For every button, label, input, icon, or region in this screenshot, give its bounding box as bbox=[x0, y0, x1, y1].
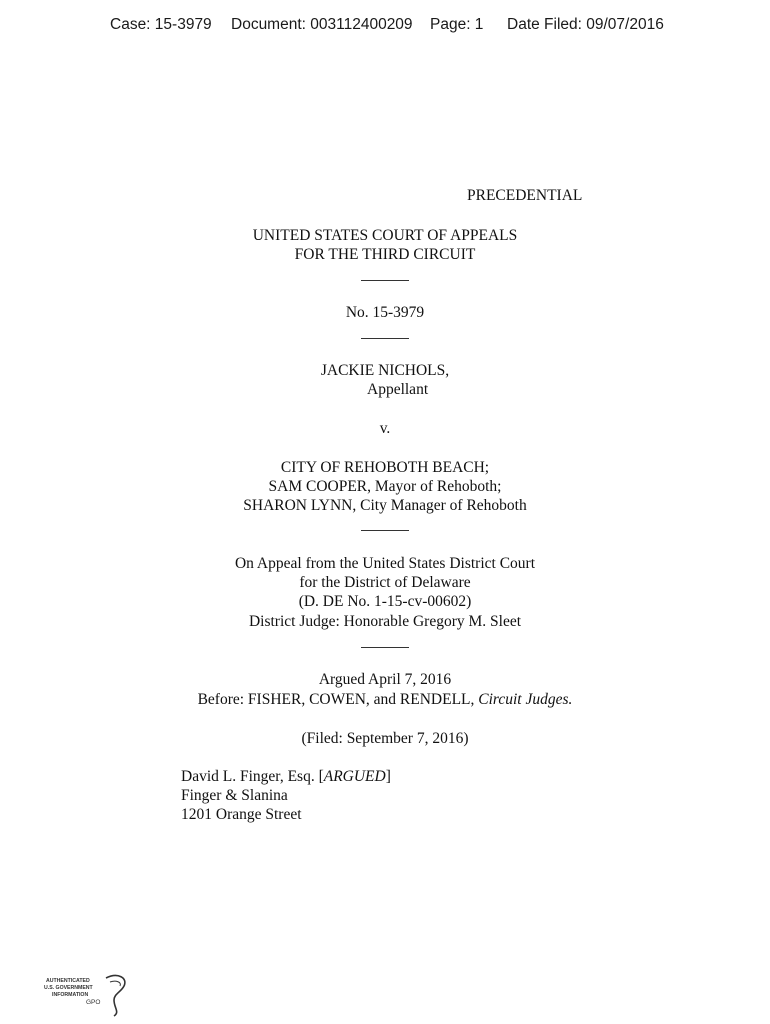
header-document: Document: 003112400209 bbox=[231, 16, 413, 33]
panel-judges-names: Before: FISHER, COWEN, and RENDELL, bbox=[197, 691, 479, 708]
seal-line-3: INFORMATION bbox=[52, 992, 89, 998]
case-number: No. 15-3979 bbox=[345, 304, 425, 321]
seal-line-2: U.S. GOVERNMENT bbox=[44, 985, 93, 991]
appellant-name: JACKIE NICHOLS, bbox=[320, 362, 450, 379]
header-page: Page: 1 bbox=[430, 16, 484, 33]
appellee-1: CITY OF REHOBOTH BEACH; bbox=[280, 459, 490, 476]
header-case: Case: 15-3979 bbox=[110, 16, 212, 33]
argued-date: Argued April 7, 2016 bbox=[318, 671, 452, 688]
counsel-bracket-close: ] bbox=[385, 768, 391, 785]
seal-line-1: AUTHENTICATED bbox=[46, 978, 90, 984]
counsel-firm: Finger & Slanina bbox=[181, 787, 288, 804]
court-name-line2: FOR THE THIRD CIRCUIT bbox=[294, 246, 476, 263]
appeal-line-4: District Judge: Honorable Gregory M. Sleet bbox=[248, 613, 522, 630]
versus: v. bbox=[379, 420, 391, 437]
panel-judges bbox=[0, 690, 770, 709]
eagle-wing-icon bbox=[110, 981, 120, 986]
counsel-name-text: David L. Finger, Esq. [ bbox=[181, 768, 324, 785]
appellee-2: SAM COOPER, Mayor of Rehoboth; bbox=[268, 478, 502, 495]
court-name-line1: UNITED STATES COURT OF APPEALS bbox=[252, 227, 518, 244]
header-date-filed: Date Filed: 09/07/2016 bbox=[507, 16, 664, 33]
appellant-role: Appellant bbox=[367, 381, 429, 398]
appeal-line-2: for the District of Delaware bbox=[299, 574, 471, 591]
appeal-line-3: (D. DE No. 1-15-cv-00602) bbox=[298, 593, 472, 610]
appeal-line-1: On Appeal from the United States District Court bbox=[234, 555, 536, 572]
divider bbox=[361, 530, 409, 531]
gpo-authentication-seal bbox=[44, 972, 130, 1018]
counsel-name bbox=[181, 767, 391, 786]
divider bbox=[361, 647, 409, 648]
precedential-label: PRECEDENTIAL bbox=[467, 187, 583, 204]
seal-line-4: GPO bbox=[86, 999, 101, 1006]
filed-date: (Filed: September 7, 2016) bbox=[301, 730, 469, 747]
panel-judges-title: Circuit Judges. bbox=[478, 691, 573, 708]
appellee-3: SHARON LYNN, City Manager of Rehoboth bbox=[243, 497, 527, 514]
counsel-address: 1201 Orange Street bbox=[181, 806, 302, 823]
divider bbox=[361, 280, 409, 281]
counsel-argued-tag: ARGUED bbox=[323, 768, 386, 785]
divider bbox=[361, 338, 409, 339]
